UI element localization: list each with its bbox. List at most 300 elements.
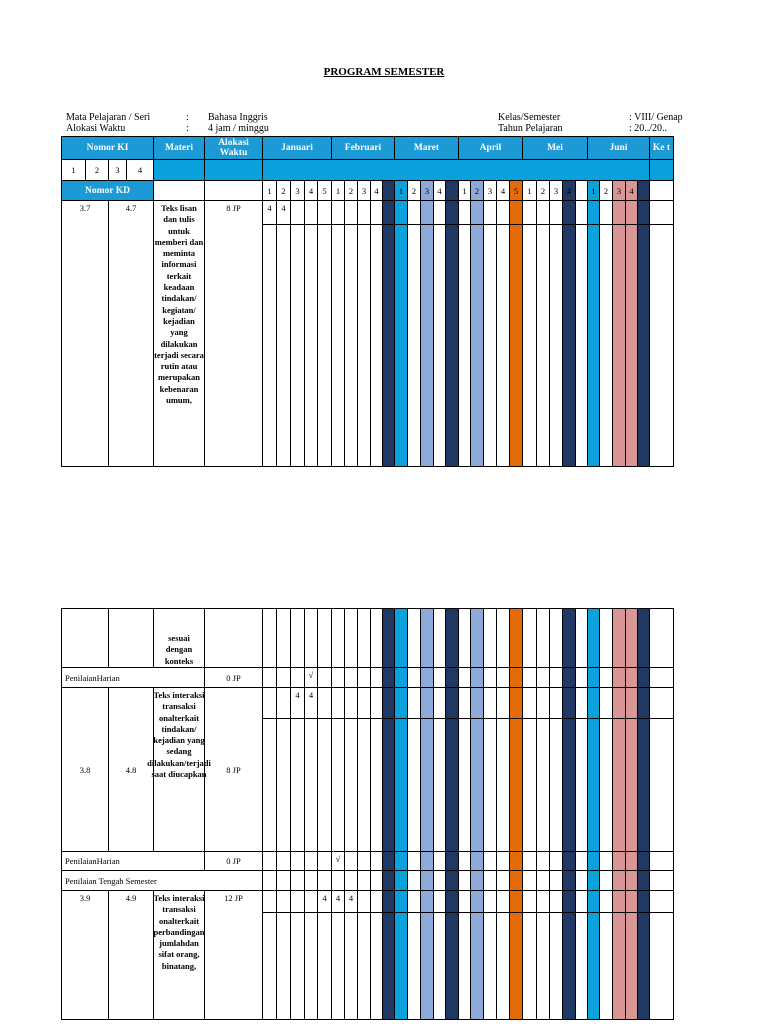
week-number-cell: 2 [599, 180, 613, 201]
r1a-week-cell [549, 200, 563, 225]
r3a-week-cell [304, 890, 318, 913]
r1b-week-cell [290, 224, 305, 467]
r2a-week-cell [344, 687, 358, 719]
r3a-week-cell [357, 890, 371, 913]
ki-number-cell: 2 [85, 159, 109, 181]
ph2-week-cell [290, 851, 305, 871]
r1b-week-cell [496, 224, 510, 467]
r2a-week-cell [317, 687, 332, 719]
r1a-week-cell [562, 200, 576, 225]
r3b-week-cell [304, 912, 318, 1020]
r3a-week-cell [612, 890, 626, 913]
r3b-week-cell [536, 912, 550, 1020]
kelas-label: Kelas/Semester [498, 112, 561, 123]
r2a-ket-cell [649, 687, 674, 719]
r3b-week-cell [276, 912, 291, 1020]
r1b-week-cell [407, 224, 421, 467]
ph2-week-cell [276, 851, 291, 871]
r3a-week-cell [394, 890, 408, 913]
ph2-week-cell [262, 851, 277, 871]
r2a-week-cell: 4 [290, 687, 305, 719]
pts-week-cell [445, 870, 459, 891]
tahun-label: Tahun Pelajaran [498, 123, 563, 134]
ph2-week-cell [599, 851, 613, 871]
r3a-week-cell [420, 890, 434, 913]
ph2-week-cell: √ [331, 851, 345, 871]
alokasi-value: 4 jam / minggu [208, 123, 269, 134]
r1b-week-cell [470, 224, 484, 467]
r1c-week-cell [496, 608, 510, 668]
materi-cell: Teks lisan dan tulis untuk memberi dan meminta informasi terkait keadaan tindakan/ kegiatan/ kejadian yang dilakukan terjadi secara rutin atau merupakan kebenaran umum, [153, 200, 205, 467]
week-number-cell: 4 [304, 180, 318, 201]
r2a-week-cell [331, 687, 345, 719]
ph1-week-cell [522, 667, 537, 688]
r2b-week-cell [344, 718, 358, 852]
week-number-cell: 1 [587, 180, 600, 201]
week-number-cell: 3 [357, 180, 371, 201]
pts-week-cell [304, 870, 318, 891]
r1a-week-cell [612, 200, 626, 225]
ph1-week-cell [276, 667, 291, 688]
ki-number-cell: 3 [108, 159, 127, 181]
r1a-week-cell [599, 200, 613, 225]
alokasi-sub-cell [204, 159, 263, 181]
ph2-week-cell [549, 851, 563, 871]
r2b-week-cell [304, 718, 318, 852]
r2a-week-cell [536, 687, 550, 719]
week-number-cell: 5 [317, 180, 332, 201]
week-number-cell: 2 [344, 180, 358, 201]
r1b-week-cell [522, 224, 537, 467]
r1b-ket-cell [649, 224, 674, 467]
r3b-week-cell [599, 912, 613, 1020]
ph1-week-cell [290, 667, 305, 688]
r1b-week-cell [562, 224, 576, 467]
months-sub-cell [262, 159, 650, 181]
r2a-week-cell [599, 687, 613, 719]
week-number-cell: 4 [433, 180, 446, 201]
r1c-week-cell [357, 608, 371, 668]
r2b-week-cell [420, 718, 434, 852]
pts-ket-cell [649, 870, 674, 891]
ph2-week-cell [562, 851, 576, 871]
r1a-week-cell: 4 [262, 200, 277, 225]
week-number-cell: 4 [496, 180, 510, 201]
r1b-week-cell [612, 224, 626, 467]
ph1-week-cell [536, 667, 550, 688]
pts-week-cell [262, 870, 277, 891]
r2b-week-cell [496, 718, 510, 852]
r1b-week-cell [599, 224, 613, 467]
week-number-cell: 2 [536, 180, 550, 201]
r1a-week-cell [536, 200, 550, 225]
r1c-week-cell [549, 608, 563, 668]
r3b-ket-cell [649, 912, 674, 1020]
r1b-week-cell [445, 224, 459, 467]
r3b-week-cell [344, 912, 358, 1020]
pts-week-cell [509, 870, 523, 891]
r1c-week-cell [290, 608, 305, 668]
r1c-week-cell [509, 608, 523, 668]
ph1-week-cell [357, 667, 371, 688]
materi-cell: sesuai dengan konteks [153, 608, 205, 668]
ph1-week-cell [262, 667, 277, 688]
ph2-week-cell [536, 851, 550, 871]
r2b-week-cell [290, 718, 305, 852]
r2a-week-cell [262, 687, 277, 719]
r1c-week-cell [445, 608, 459, 668]
r2b-ket-cell [649, 718, 674, 852]
r1a-week-cell [357, 200, 371, 225]
ph1-week-cell [445, 667, 459, 688]
r2b-week-cell [394, 718, 408, 852]
r1a-week-cell [522, 200, 537, 225]
r2b-week-cell [562, 718, 576, 852]
r2b-week-cell [331, 718, 345, 852]
month-header: Mei [522, 136, 588, 160]
month-header: Juni [587, 136, 650, 160]
r1a-week-cell [509, 200, 523, 225]
r2b-week-cell [262, 718, 277, 852]
ph2-week-cell [317, 851, 332, 871]
alokasi-colon: : [186, 123, 189, 134]
ki-cell: 3.8 [61, 687, 109, 852]
r3b-week-cell [394, 912, 408, 1020]
pts-week-cell [317, 870, 332, 891]
materi-kd-cell [153, 180, 205, 201]
r3a-week-cell [509, 890, 523, 913]
r2a-week-cell [276, 687, 291, 719]
ph1-ket-cell [649, 667, 674, 688]
r3b-week-cell [509, 912, 523, 1020]
kd-cell: 4.7 [108, 200, 154, 467]
ph2-week-cell [420, 851, 434, 871]
page-title: PROGRAM SEMESTER [323, 66, 445, 78]
pts-week-cell [290, 870, 305, 891]
r1c-week-cell [317, 608, 332, 668]
r3a-week-cell [262, 890, 277, 913]
week-number-cell: 2 [407, 180, 421, 201]
week-number-cell: 3 [290, 180, 305, 201]
r2b-week-cell [509, 718, 523, 852]
alokasi-kd-cell [204, 180, 263, 201]
r3b-week-cell [483, 912, 497, 1020]
ph1-week-cell [394, 667, 408, 688]
r1c-week-cell [276, 608, 291, 668]
r2a-week-cell [394, 687, 408, 719]
r2b-week-cell [522, 718, 537, 852]
kelas-value: : VIII/ Genap [629, 112, 683, 123]
r1b-week-cell [317, 224, 332, 467]
r1b-week-cell [483, 224, 497, 467]
nomor-ki-header: Nomor KI [61, 136, 154, 160]
r2a-week-cell [420, 687, 434, 719]
r3a-week-cell [496, 890, 510, 913]
r1a-week-cell [344, 200, 358, 225]
alokasi-cell: 8 JP [204, 687, 263, 852]
r1a-week-cell [407, 200, 421, 225]
ph2-week-cell [522, 851, 537, 871]
r1b-week-cell [509, 224, 523, 467]
r2b-week-cell [317, 718, 332, 852]
r2a-week-cell [445, 687, 459, 719]
pts-week-cell [407, 870, 421, 891]
r3a-week-cell [536, 890, 550, 913]
alokasi-cell: 12 JP [204, 890, 263, 1020]
r1b-week-cell [357, 224, 371, 467]
materi-cell: Teks interaksi transaksi onalterkait tindakan/ kejadian yang sedang dilakukan/terjadi saat diucapkan [153, 687, 205, 852]
pts-week-cell [536, 870, 550, 891]
pts-week-cell [483, 870, 497, 891]
ph1-week-cell: √ [304, 667, 318, 688]
r1a-week-cell [304, 200, 318, 225]
week-number-cell: 4 [625, 180, 638, 201]
r1a-week-cell [496, 200, 510, 225]
kd-cell [108, 608, 154, 668]
pts-week-cell [599, 870, 613, 891]
kd-cell: 4.9 [108, 890, 154, 1020]
ph1-week-cell [344, 667, 358, 688]
r1a-week-cell [331, 200, 345, 225]
r1c-week-cell [331, 608, 345, 668]
r3b-week-cell [445, 912, 459, 1020]
pts-label: Penilaian Tengah Semester [61, 870, 263, 891]
r1c-week-cell [522, 608, 537, 668]
ph1-week-cell [317, 667, 332, 688]
r3a-week-cell [470, 890, 484, 913]
ph1-week-cell [483, 667, 497, 688]
pts-week-cell [357, 870, 371, 891]
week-number-cell: 1 [331, 180, 345, 201]
week-number-cell: 4 [562, 180, 576, 201]
ki-cell: 3.9 [61, 890, 109, 1020]
r2b-week-cell [536, 718, 550, 852]
r3a-week-cell [445, 890, 459, 913]
r2a-week-cell [612, 687, 626, 719]
alokasi-header: Alokasi Waktu [204, 136, 263, 160]
r2b-week-cell [599, 718, 613, 852]
pts-week-cell [496, 870, 510, 891]
ki-cell [61, 608, 109, 668]
ph2-week-cell [304, 851, 318, 871]
pts-week-cell [276, 870, 291, 891]
r1c-ket-cell [649, 608, 674, 668]
r1a-week-cell [470, 200, 484, 225]
ph2-week-cell [509, 851, 523, 871]
r2b-week-cell [407, 718, 421, 852]
r1c-week-cell [304, 608, 318, 668]
week-number-cell: 1 [262, 180, 277, 201]
pts-week-cell [394, 870, 408, 891]
r1a-week-cell [394, 200, 408, 225]
r3a-week-cell [522, 890, 537, 913]
week-number-cell: 4 [370, 180, 383, 201]
r1a-week-cell [290, 200, 305, 225]
r1c-week-cell [394, 608, 408, 668]
ph1-week-cell [496, 667, 510, 688]
r1a-week-cell [420, 200, 434, 225]
r1c-week-cell [562, 608, 576, 668]
r1c-week-cell [262, 608, 277, 668]
week-number-cell: 3 [420, 180, 434, 201]
r1b-week-cell [276, 224, 291, 467]
r2a-week-cell [470, 687, 484, 719]
r1c-week-cell [420, 608, 434, 668]
r3b-week-cell [407, 912, 421, 1020]
pts-week-cell [562, 870, 576, 891]
materi-header: Materi [153, 136, 205, 160]
ph2-week-cell [496, 851, 510, 871]
ph1-week-cell [407, 667, 421, 688]
r3b-week-cell [420, 912, 434, 1020]
mapel-label: Mata Pelajaran / Seri [66, 112, 151, 123]
ph2-week-cell [612, 851, 626, 871]
r2b-week-cell [276, 718, 291, 852]
ph2-week-cell [470, 851, 484, 871]
r2a-week-cell: 4 [304, 687, 318, 719]
pts-week-cell [522, 870, 537, 891]
pts-week-cell [420, 870, 434, 891]
r2a-week-cell [522, 687, 537, 719]
r2b-week-cell [445, 718, 459, 852]
week-number-cell: 1 [458, 180, 471, 201]
ket-kd-cell [649, 180, 674, 201]
week-number-cell [445, 180, 459, 201]
r1b-week-cell [536, 224, 550, 467]
week-number-cell: 3 [612, 180, 626, 201]
ph1-week-cell [562, 667, 576, 688]
week-number-cell: 1 [522, 180, 537, 201]
r2a-week-cell [357, 687, 371, 719]
r1b-week-cell [304, 224, 318, 467]
r1a-week-cell [317, 200, 332, 225]
penilaian-alokasi: 0 JP [204, 667, 263, 688]
r2b-week-cell [612, 718, 626, 852]
materi-cell: Teks interaksi transaksi onalterkait perbandingan jumlahdan sifat orang, binatang, [153, 890, 205, 1020]
r1b-week-cell [262, 224, 277, 467]
mapel-value: Bahasa Inggris [208, 112, 268, 123]
nomor-kd-header: Nomor KD [61, 180, 154, 201]
r1a-week-cell: 4 [276, 200, 291, 225]
r3a-week-cell: 4 [331, 890, 345, 913]
week-number-cell: 3 [549, 180, 563, 201]
ph1-week-cell [549, 667, 563, 688]
week-number-cell: 2 [276, 180, 291, 201]
ket-sub-cell [649, 159, 674, 181]
r3b-week-cell [470, 912, 484, 1020]
r1c-week-cell [483, 608, 497, 668]
ph2-week-cell [344, 851, 358, 871]
materi-sub-cell [153, 159, 205, 181]
r3a-week-cell [549, 890, 563, 913]
alokasi-cell [204, 608, 263, 668]
r1b-week-cell [331, 224, 345, 467]
ph2-week-cell [407, 851, 421, 871]
ph1-week-cell [331, 667, 345, 688]
r1c-week-cell [612, 608, 626, 668]
r1c-week-cell [344, 608, 358, 668]
alokasi-cell: 8 JP [204, 200, 263, 467]
r2a-week-cell [407, 687, 421, 719]
month-header: Januari [262, 136, 332, 160]
r1b-week-cell [420, 224, 434, 467]
r3a-week-cell: 4 [344, 890, 358, 913]
penilaian-harian-label: PenilaianHarian [61, 851, 205, 871]
ki-number-cell: 4 [126, 159, 154, 181]
r3a-week-cell [407, 890, 421, 913]
pts-week-cell [612, 870, 626, 891]
alokasi-label: Alokasi Waktu [66, 123, 126, 134]
ph1-week-cell [599, 667, 613, 688]
r1c-week-cell [536, 608, 550, 668]
month-header: Februari [331, 136, 395, 160]
week-number-cell: 5 [509, 180, 523, 201]
tahun-value: : 20../20.. [629, 123, 668, 134]
r2a-week-cell [549, 687, 563, 719]
r3a-week-cell [562, 890, 576, 913]
r3b-week-cell [522, 912, 537, 1020]
week-number-cell: 2 [470, 180, 484, 201]
r3b-week-cell [331, 912, 345, 1020]
r3b-week-cell [562, 912, 576, 1020]
r1c-week-cell [599, 608, 613, 668]
r3a-week-cell [599, 890, 613, 913]
r2a-week-cell [562, 687, 576, 719]
r3b-week-cell [496, 912, 510, 1020]
ph2-week-cell [357, 851, 371, 871]
ph1-week-cell [420, 667, 434, 688]
r2b-week-cell [483, 718, 497, 852]
pts-week-cell [344, 870, 358, 891]
r2a-week-cell [483, 687, 497, 719]
pts-week-cell [331, 870, 345, 891]
month-header: April [458, 136, 523, 160]
ph2-week-cell [483, 851, 497, 871]
ph1-week-cell [612, 667, 626, 688]
r3b-week-cell [612, 912, 626, 1020]
r3a-ket-cell [649, 890, 674, 913]
kd-cell: 4.8 [108, 687, 154, 852]
r2b-week-cell [357, 718, 371, 852]
ki-number-cell: 1 [61, 159, 86, 181]
r2a-week-cell [509, 687, 523, 719]
mapel-colon: : [186, 112, 189, 123]
r2a-week-cell [496, 687, 510, 719]
r3b-week-cell [317, 912, 332, 1020]
r3b-week-cell [549, 912, 563, 1020]
pts-week-cell [470, 870, 484, 891]
r1a-week-cell [445, 200, 459, 225]
ph2-week-cell [394, 851, 408, 871]
r3a-week-cell: 4 [317, 890, 332, 913]
r1a-week-cell [483, 200, 497, 225]
r3b-week-cell [357, 912, 371, 1020]
pts-week-cell [549, 870, 563, 891]
week-number-cell: 3 [483, 180, 497, 201]
ph1-week-cell [509, 667, 523, 688]
r1b-week-cell [549, 224, 563, 467]
ket-header: Ke t [649, 136, 674, 160]
penilaian-harian-label: PenilaianHarian [61, 667, 205, 688]
ki-cell: 3.7 [61, 200, 109, 467]
week-number-cell: 1 [394, 180, 408, 201]
r3b-week-cell [290, 912, 305, 1020]
r3a-week-cell [290, 890, 305, 913]
r1b-week-cell [344, 224, 358, 467]
r1c-week-cell [407, 608, 421, 668]
r1b-week-cell [394, 224, 408, 467]
ph2-week-cell [445, 851, 459, 871]
